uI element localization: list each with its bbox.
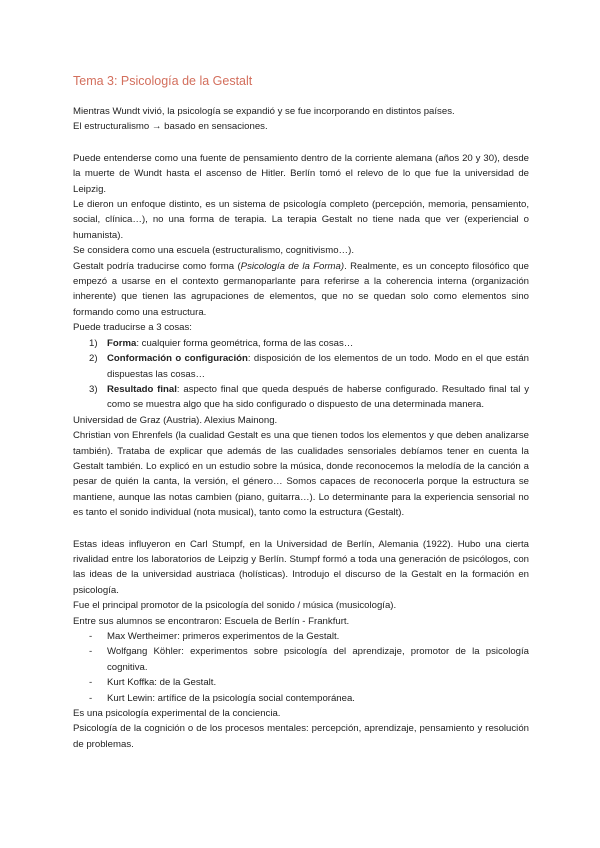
numbered-item	[73, 351, 529, 382]
item-term: Resultado final	[107, 383, 177, 395]
intro-line-1: Mientras Wundt vivió, la psicología se expandió y se fue incorporando en distintos países.	[73, 106, 455, 117]
student-text: Max Wertheimer: primeros experimentos de la Gestalt.	[107, 631, 340, 642]
stumpf-paragraph-2: Fue el principal promotor de la psicología del sonido / música (musicología).	[73, 600, 397, 612]
student-text: Wolfgang Köhler: experimentos sobre psicología del aprendizaje, promotor de la psicología cognitiva.	[107, 646, 529, 673]
gestalt-paragraph-3: Se considera como una escuela (estructuralismo, cognitivismo…).	[73, 245, 355, 257]
student-item	[73, 691, 529, 706]
student-item	[73, 675, 529, 690]
gestalt-paragraph-6: Universidad de Graz (Austria). Alexius Mainong.	[73, 414, 278, 426]
list-dash: -	[89, 677, 93, 689]
gestalt-paragraph-5: Puede traducirse a 3 cosas:	[73, 322, 192, 334]
item-number: 2)	[89, 353, 98, 365]
student-item	[73, 644, 529, 675]
gestalt-paragraph-1: Puede entenderse como una fuente de pensamiento dentro de la corriente alemana (años 20 y 30), desde la muerte de Wundt hasta el ascenso de Hitler. Berlín tomó el relevo de lo que fue la universidad de Leipzig.	[73, 152, 529, 195]
item-text: : aspecto final que queda después de haberse configurado. Resultado final tal y como se muestra algo que ha sido configurado o dispuesto de una determinada manera.	[107, 383, 529, 411]
numbered-item	[73, 382, 529, 413]
student-item	[73, 629, 529, 644]
paragraph-gap	[73, 521, 529, 537]
document-body	[73, 104, 529, 752]
intro-line-2: El estructuralismo → basado en sensaciones.	[73, 121, 268, 133]
gestalt-p4-italic: Psicología de la Forma)	[240, 260, 345, 272]
gestalt-p4-end: . Realmente, es un concepto filosófico que empezó a usarse en el contexto germanoparlante para referirse a la coherencia interna (organización inherente) que tienen las agrupaciones de elementos, que no se quedan solo como elementos sino formando como una estructura.	[73, 260, 529, 318]
paragraph-gap	[73, 135, 529, 151]
item-number: 3)	[89, 383, 98, 395]
student-text: Kurt Lewin: artífice de la psicología social contemporánea.	[107, 692, 355, 704]
item-term: Conformación o configuración	[107, 353, 248, 365]
gestalt-paragraph-7: Christian von Ehrenfels (la cualidad Gestalt es una que tienen todos los elementos y que deben analizarse también). Trataba de explicar que además de las cualidades sensoriales debíamos tener en cuenta la Gestalt también. Lo explicó en un estudio sobre la música, donde reconocemos la melodía de la canción a pesar de quién la canta, la versión, el género… Somos capaces de reconocerla porque la estructura se mantiene, aunque las notas cambien (piano, guitarra…). Lo determinante para la experiencia sensorial no es tanto el sonido individual (nota musical), tanto como la estructura (Gestalt).	[73, 430, 529, 519]
stumpf-paragraph-5: Psicología de la cognición o de los procesos mentales: percepción, aprendizaje, pensamiento y resolución de problemas.	[73, 723, 529, 750]
stumpf-paragraph-3: Entre sus alumnos se encontraron: Escuela de Berlín - Frankfurt.	[73, 615, 350, 627]
gestalt-paragraph-4	[73, 259, 529, 321]
list-dash: -	[89, 631, 93, 642]
list-dash: -	[89, 692, 93, 704]
numbered-item	[73, 336, 529, 351]
stumpf-paragraph-1: Estas ideas influyeron en Carl Stumpf, en la Universidad de Berlín, Alemania (1922). Hubo una cierta rivalidad entre los laboratorios de Leipzig y Berlín. Stumpf formó a toda una generación de psicólogos, con las ideas de la universidad austriaca (holísticas). Introdujo el discurso de la Gestalt en la formación en psicología.	[73, 538, 529, 596]
gestalt-paragraph-2: Le dieron un enfoque distinto, es un sistema de psicología completo (percepción, memoria, pensamiento, social, clínica…), no una forma de terapia. La terapia Gestalt no tiene nada que ver (experiencial o humanista).	[73, 199, 529, 241]
item-number: 1)	[89, 337, 98, 349]
item-text: : disposición de los elementos de un todo. Modo en el que están dispuestas las cosas…	[107, 353, 529, 380]
page-title: Tema 3: Psicología de la Gestalt	[73, 74, 253, 88]
student-text: Kurt Koffka: de la Gestalt.	[107, 677, 217, 689]
stumpf-paragraph-4: Es una psicología experimental de la conciencia.	[73, 708, 281, 720]
item-text: : cualquier forma geométrica, forma de las cosas…	[136, 337, 354, 349]
list-dash: -	[89, 646, 93, 658]
gestalt-p4-start: Gestalt podría traducirse como forma (	[73, 260, 241, 272]
item-term: Forma	[107, 337, 137, 349]
